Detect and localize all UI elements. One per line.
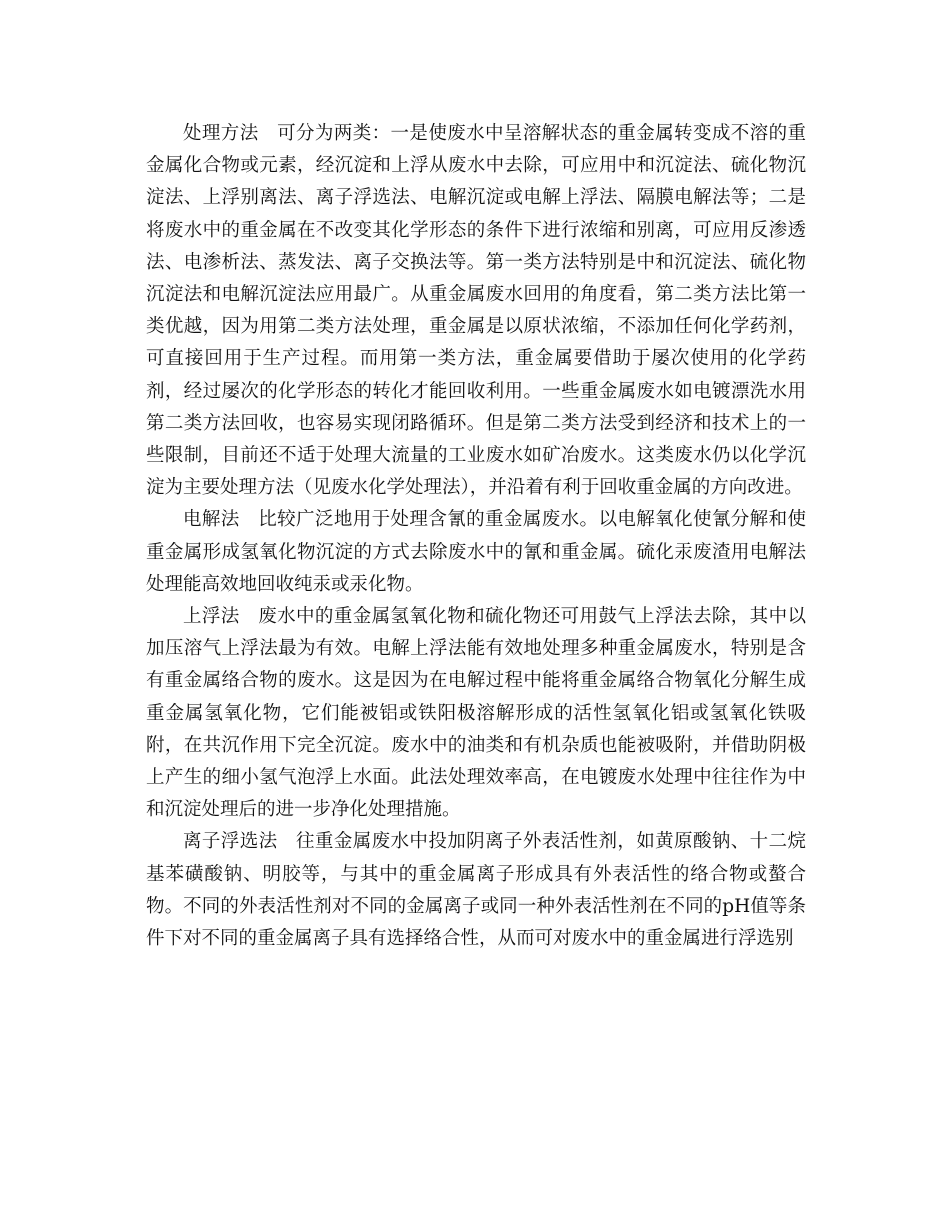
paragraph-text: 可分为两类：一是使废水中呈溶解状态的重金属转变成不溶的重金属化合物或元素，经沉淀和上浮从废水中去除，可应用中和沉淀法、硫化物沉淀法、上浮别离法、离子浮选法、电解沉淀或电解上浮法、隔膜电解法等；二是将废水中的重金属在不改变其化学形态的条件下进行浓缩和别离，可应用反渗透法、电渗析法、蒸发法、离子交换法等。第一类方法特别是中和沉淀法、硫化物沉淀法和电解沉淀法应用最广。从重金属废水回用的角度看，第二类方法比第一类优越，因为用第二类方法处理，重金属是以原状浓缩，不添加任何化学药剂，可直接回用于生产过程。而用第一类方法，重金属要借助于屡次使用的化学药剂，经过屡次的化学形态的转化才能回收利用。一些重金属废水如电镀漂洗水用第二类方法回收，也容易实现闭路循环。但是第二类方法受到经济和技术上的一些限制，目前还不适于处理大流量的工业废水如矿冶废水。这类废水仍以化学沉淀为主要处理方法（见废水化学处理法），并沿着有利于回收重金属的方向改进。: [146, 123, 806, 499]
document-page: [146, 118, 806, 955]
paragraph-text: 废水中的重金属氢氧化物和硫化物还可用鼓气上浮法去除，其中以加压溶气上浮法最为有效。电解上浮法能有效地处理多种重金属废水，特别是含有重金属络合物的废水。这是因为在电解过程中能将重金属络合物氧化分解生成重金属氢氧化物，它们能被铝或铁阳极溶解形成的活性氢氧化铝或氢氧化铁吸附，在共沉作用下完全沉淀。废水中的油类和有机杂质也能被吸附，并借助阴极上产生的细小氢气泡浮上水面。此法处理效率高，在电镀废水处理中往往作为中和沉淀处理后的进一步净化处理措施。: [146, 606, 806, 821]
paragraph-term: 上浮法: [183, 606, 240, 628]
paragraph-text: 往重金属废水中投加阴离子外表活性剂，如黄原酸钠、十二烷基苯磺酸钠、明胶等，与其中的重金属离子形成具有外表活性的络合物或螯合物。不同的外表活性剂对不同的金属离子或同一种外表活性剂在不同的pH值等条件下对不同的重金属离子具有选择络合性，从而可对废水中的重金属进行浮选别: [146, 831, 806, 950]
paragraph-term: 处理方法: [183, 123, 259, 144]
paragraph-ion-flotation: [146, 826, 806, 955]
paragraph-flotation: [146, 601, 806, 826]
paragraph-term: 电解法: [183, 509, 240, 531]
paragraph-treatment-methods: [146, 118, 806, 504]
paragraph-electrolysis: [146, 504, 806, 601]
paragraph-term: 离子浮选法: [183, 831, 278, 853]
paragraph-text: 比较广泛地用于处理含氰的重金属废水。以电解氧化使氰分解和使重金属形成氢氧化物沉淀的方式去除废水中的氰和重金属。硫化汞废渣用电解法处理能高效地回收纯汞或汞化物。: [146, 509, 806, 595]
